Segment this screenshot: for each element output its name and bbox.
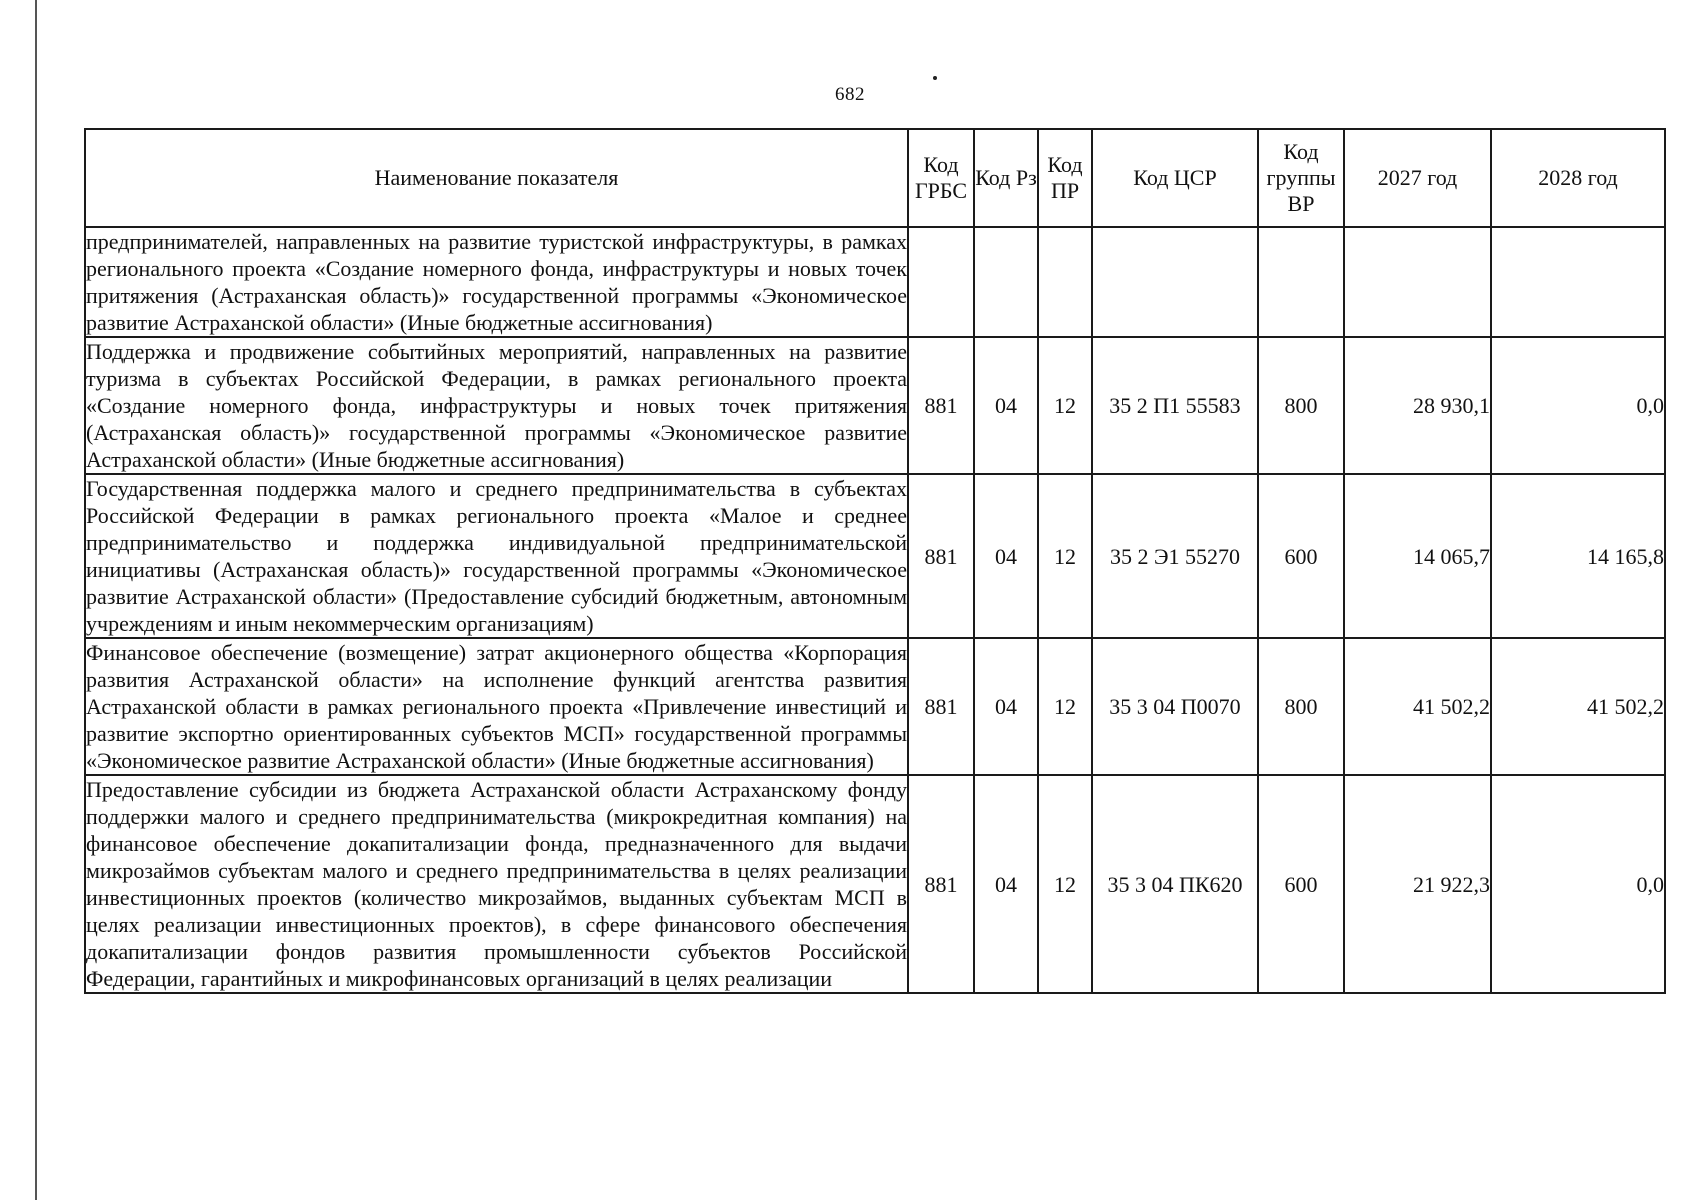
budget-table	[84, 128, 1666, 994]
row-grbs: 881	[908, 775, 974, 993]
row-2028: 41 502,2	[1491, 638, 1665, 775]
scan-dot	[933, 76, 937, 80]
table-row	[85, 227, 1665, 337]
row-vr: 800	[1258, 337, 1344, 474]
header-pr: Код ПР	[1038, 129, 1092, 227]
header-vr: Код группы ВР	[1258, 129, 1344, 227]
row-pr: 12	[1038, 775, 1092, 993]
row-vr	[1258, 227, 1344, 337]
table-row	[85, 474, 1665, 638]
header-grbs: Код ГРБС	[908, 129, 974, 227]
row-rz: 04	[974, 775, 1038, 993]
row-grbs: 881	[908, 474, 974, 638]
header-2028: 2028 год	[1491, 129, 1665, 227]
row-pr: 12	[1038, 337, 1092, 474]
row-csr: 35 2 П1 55583	[1092, 337, 1258, 474]
row-name: предпринимателей, направленных на развитие туристской инфраструктуры, в рамках регионального проекта «Создание номерного фонда, инфраструктуры и новых точек притяжения (Астраханская область)» государственной программы «Экономическое развитие Астраханской области» (Иные бюджетные ассигнования)	[86, 229, 907, 335]
header-csr: Код ЦСР	[1092, 129, 1258, 227]
row-2027: 41 502,2	[1344, 638, 1491, 775]
table-row	[85, 638, 1665, 775]
row-vr: 600	[1258, 474, 1344, 638]
header-name: Наименование показателя	[85, 129, 908, 227]
row-rz: 04	[974, 337, 1038, 474]
row-2027: 14 065,7	[1344, 474, 1491, 638]
row-2027: 21 922,3	[1344, 775, 1491, 993]
row-rz: 04	[974, 474, 1038, 638]
header-2027: 2027 год	[1344, 129, 1491, 227]
table-row	[85, 775, 1665, 993]
left-margin-line	[35, 0, 37, 1200]
row-2028: 0,0	[1491, 337, 1665, 474]
row-pr	[1038, 227, 1092, 337]
header-rz: Код Рз	[974, 129, 1038, 227]
row-csr	[1092, 227, 1258, 337]
row-csr: 35 3 04 П0070	[1092, 638, 1258, 775]
table-row	[85, 337, 1665, 474]
row-2028: 14 165,8	[1491, 474, 1665, 638]
table-header-row	[85, 129, 1665, 227]
row-2027: 28 930,1	[1344, 337, 1491, 474]
row-pr: 12	[1038, 474, 1092, 638]
row-csr: 35 2 Э1 55270	[1092, 474, 1258, 638]
row-vr: 800	[1258, 638, 1344, 775]
row-2027	[1344, 227, 1491, 337]
row-rz	[974, 227, 1038, 337]
row-name: Поддержка и продвижение событийных мероприятий, направленных на развитие туризма в субъектах Российской Федерации, в рамках регионального проекта «Создание номерного фонда, инфраструктуры и новых точек притяжения (Астраханская область)» государственной программы «Экономическое развитие Астраханской области» (Иные бюджетные ассигнования)	[86, 339, 907, 472]
row-csr: 35 3 04 ПК620	[1092, 775, 1258, 993]
row-pr: 12	[1038, 638, 1092, 775]
row-vr: 600	[1258, 775, 1344, 993]
row-rz: 04	[974, 638, 1038, 775]
row-grbs: 881	[908, 337, 974, 474]
row-grbs	[908, 227, 974, 337]
row-grbs: 881	[908, 638, 974, 775]
row-name: Предоставление субсидии из бюджета Астраханской области Астраханскому фонду поддержки малого и среднего предпринимательства (микрокредитная компания) на финансовое обеспечение докапитализации фонда, предназначенного для выдачи микрозаймов субъектам малого и среднего предпринимательства в целях реализации инвестиционных проектов (количество микрозаймов, выданных субъектам МСП в целях реализации инвестиционных проектов), в сфере финансового обеспечения докапитализации фондов развития промышленности субъектов Российской Федерации, гарантийных и микрофинансовых организаций в целях реализации	[86, 777, 907, 991]
row-2028	[1491, 227, 1665, 337]
page-number: 682	[835, 84, 865, 105]
row-name: Государственная поддержка малого и среднего предпринимательства в субъектах Российской Федерации в рамках регионального проекта «Малое и среднее предпринимательство и поддержка индивидуальной предпринимательской инициативы (Астраханская область)» государственной программы «Экономическое развитие Астраханской области» (Предоставление субсидий бюджетным, автономным учреждениям и иным некоммерческим организациям)	[86, 476, 907, 636]
row-2028: 0,0	[1491, 775, 1665, 993]
row-name: Финансовое обеспечение (возмещение) затрат акционерного общества «Корпорация развития Астраханской области» на исполнение функций агентства развития Астраханской области в рамках регионального проекта «Привлечение инвестиций и развитие экспортно ориентированных субъектов МСП» государственной программы «Экономическое развитие Астраханской области» (Иные бюджетные ассигнования)	[86, 640, 907, 773]
